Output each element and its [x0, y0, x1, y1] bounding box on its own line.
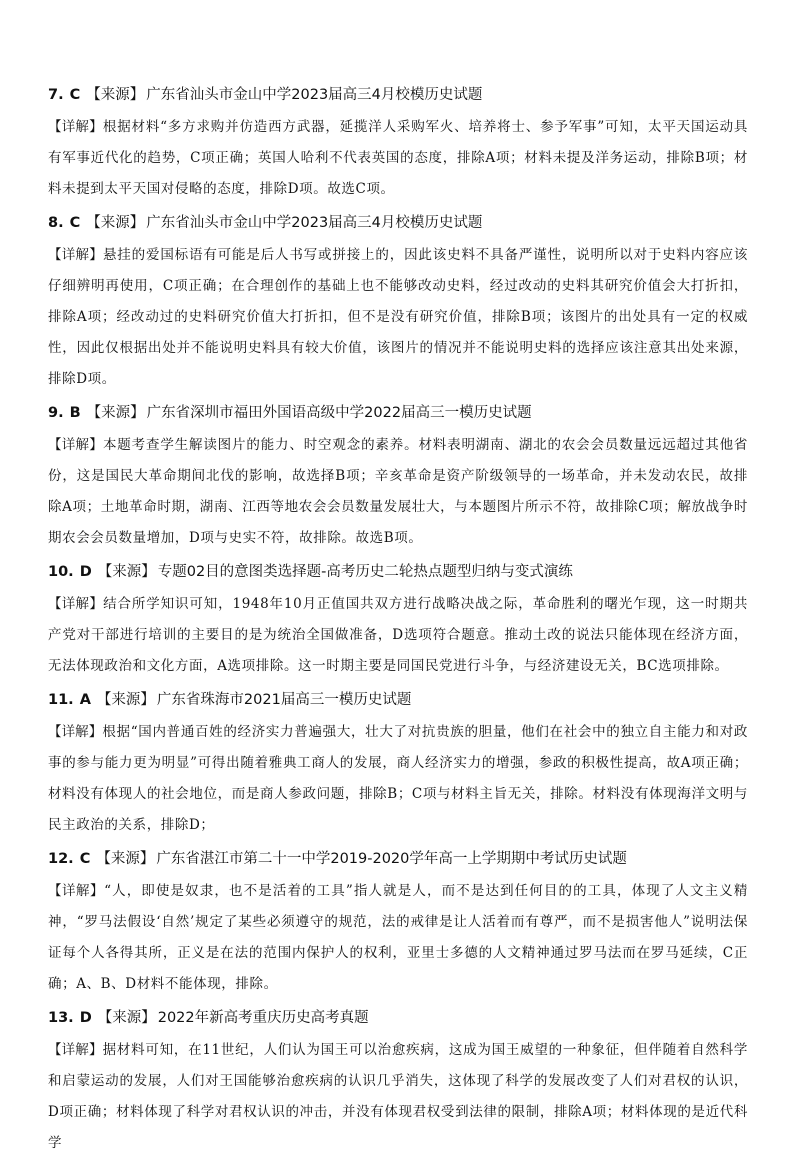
source-tag: 【来源】: [97, 1010, 156, 1026]
detail-text: 悬挂的爱国标语有可能是后人书写或拼接上的，因此该史料不具备严谨性，说明所以对于史料内容应该仔细辨明再使用，C项正确；在合理创作的基础上也不能够改动史料，经过改动的史料其研究价值会大打折扣，排除A项；经改动过的史料研究价值大打折扣，但不是没有研究价值，排除B项；该图片的出处具有一定的权威性，因此仅根据出处并不能说明史料具有较大价值，该图片的情况并不能说明史料的选择应该注意其出处来源，排除D项。: [48, 247, 749, 387]
answer-item-11: [48, 689, 748, 841]
detail-tag: 【详解】: [48, 1042, 103, 1058]
detail-tag: 【详解】: [48, 119, 103, 135]
question-number: 8.: [48, 215, 64, 231]
detail-paragraph: [48, 717, 748, 841]
source-title: 广东省汕头市金山中学2023届高三4月校模历史试题: [146, 87, 483, 103]
question-number: 9.: [48, 405, 64, 421]
answer-letter: B: [69, 405, 81, 421]
detail-text: 根据材料“多方求购并仿造西方武器，延揽洋人采购军火、培养将士、参予军事”可知，太平天国运动具有军事近代化的趋势，C项正确；英国人哈利不代表英国的态度，排除A项；材料未提及洋务运动，排除B项；材料未提到太平天国对侵略的态度，排除D项。故选C项。: [48, 119, 749, 197]
source-title: 广东省珠海市2021届高三一模历史试题: [156, 692, 412, 708]
answer-item-12: [48, 848, 748, 1000]
question-number: 12.: [48, 851, 74, 867]
detail-paragraph: [48, 1035, 748, 1159]
source-tag: 【来源】: [86, 215, 145, 231]
question-heading: [48, 84, 748, 106]
detail-text: 据材料可知，在11世纪，人们认为国王可以治愈疾病，这成为国王威望的一种象征，但伴随着自然科学和启蒙运动的发展，人们对王国能够治愈疾病的认识几乎消失，这体现了科学的发展改变了人们对君权的认识，D项正确；材料体现了科学对君权认识的冲击，并没有体现君权受到法律的限制，排除A项；材料体现的是近代科学: [48, 1042, 749, 1151]
answer-item-7: [48, 84, 748, 205]
question-number: 13.: [48, 1010, 74, 1026]
detail-tag: 【详解】: [48, 247, 103, 263]
detail-tag: 【详解】: [48, 596, 104, 612]
detail-text: “人，即使是奴隶，也不是活着的工具”指人就是人，而不是达到任何目的的工具，体现了人文主义精神，“罗马法假设‘自然’规定了某些必须遵守的规范，法的戒律是让人活着而有尊严，而不是损害他人”说明法保证每个人各得其所，正义是在法的范围内保护人的权利，亚里士多德的人文精神通过罗马法而在罗马延续，C正确；A、B、D材料不能体现，排除。: [48, 883, 748, 992]
question-heading: [48, 1007, 748, 1029]
detail-paragraph: [48, 876, 748, 1000]
detail-tag: 【详解】: [48, 724, 103, 740]
answer-item-10: [48, 561, 748, 682]
detail-text: 本题考查学生解读图片的能力、时空观念的素养。材料表明湖南、湖北的农会会员数量远远超过其他省份，这是国民大革命期间北伐的影响，故选择B项；辛亥革命是资产阶级领导的一场革命，并未发动农民，故排除A项；土地革命时期，湖南、江西等地农会会员数量发展壮大，与本题图片所示不符，故排除C项；解放战争时期农会会员数量增加，D项与史实不符，故排除。故选B项。: [48, 437, 749, 546]
detail-paragraph: [48, 589, 748, 682]
source-title: 2022年新高考重庆历史高考真题: [157, 1010, 369, 1026]
answer-letter: C: [79, 851, 91, 867]
source-tag: 【来源】: [96, 851, 155, 867]
detail-text: 结合所学知识可知，1948年10月正值国共双方进行战略决战之际，革命胜利的曙光乍现，这一时期共产党对干部进行培训的主要目的是为统治全国做准备，D选项符合题意。推动土改的说法只能体现在经济方面，无法体现政治和文化方面，A选项排除。这一时期主要是同国民党进行斗争，与经济建设无关，BC选项排除。: [48, 596, 749, 674]
answer-letter: D: [79, 1010, 92, 1026]
detail-tag: 【详解】: [48, 437, 103, 453]
source-tag: 【来源】: [97, 564, 156, 580]
answer-letter: A: [79, 692, 91, 708]
detail-tag: 【详解】: [48, 883, 105, 899]
source-title: 广东省深圳市福田外国语高级中学2022届高三一模历史试题: [146, 405, 532, 421]
source-tag: 【来源】: [86, 87, 145, 103]
question-heading: [48, 212, 748, 234]
answer-letter: C: [69, 87, 81, 103]
question-heading: [48, 561, 748, 583]
source-title: 专题02目的意图类选择题-高考历史二轮热点题型归纳与变式演练: [157, 564, 573, 580]
answer-page: [48, 84, 748, 1166]
detail-paragraph: [48, 430, 748, 554]
answer-letter: D: [79, 564, 92, 580]
source-title: 广东省湛江市第二十一中学2019-2020学年高一上学期期中考试历史试题: [156, 851, 627, 867]
question-number: 10.: [48, 564, 74, 580]
source-title: 广东省汕头市金山中学2023届高三4月校模历史试题: [146, 215, 483, 231]
answer-item-8: [48, 212, 748, 395]
source-tag: 【来源】: [96, 692, 155, 708]
question-heading: [48, 848, 748, 870]
question-heading: [48, 689, 748, 711]
detail-text: 根据“国内普通百姓的经济实力普遍强大，壮大了对抗贵族的胆量，他们在社会中的独立自主能力和对政事的参与能力更为明显”可得出随着雅典工商人的发展，商人经济实力的增强，参政的积极性提高，故A项正确；材料没有体现人的社会地位，而是商人参政问题，排除B；C项与材料主旨无关，排除。材料没有体现海洋文明与民主政治的关系，排除D；: [48, 724, 749, 833]
answer-item-9: [48, 402, 748, 554]
answer-item-13: [48, 1007, 748, 1159]
source-tag: 【来源】: [86, 405, 145, 421]
question-number: 11.: [48, 692, 74, 708]
detail-paragraph: [48, 112, 748, 205]
answer-letter: C: [69, 215, 81, 231]
question-number: 7.: [48, 87, 64, 103]
detail-paragraph: [48, 240, 748, 395]
question-heading: [48, 402, 748, 424]
